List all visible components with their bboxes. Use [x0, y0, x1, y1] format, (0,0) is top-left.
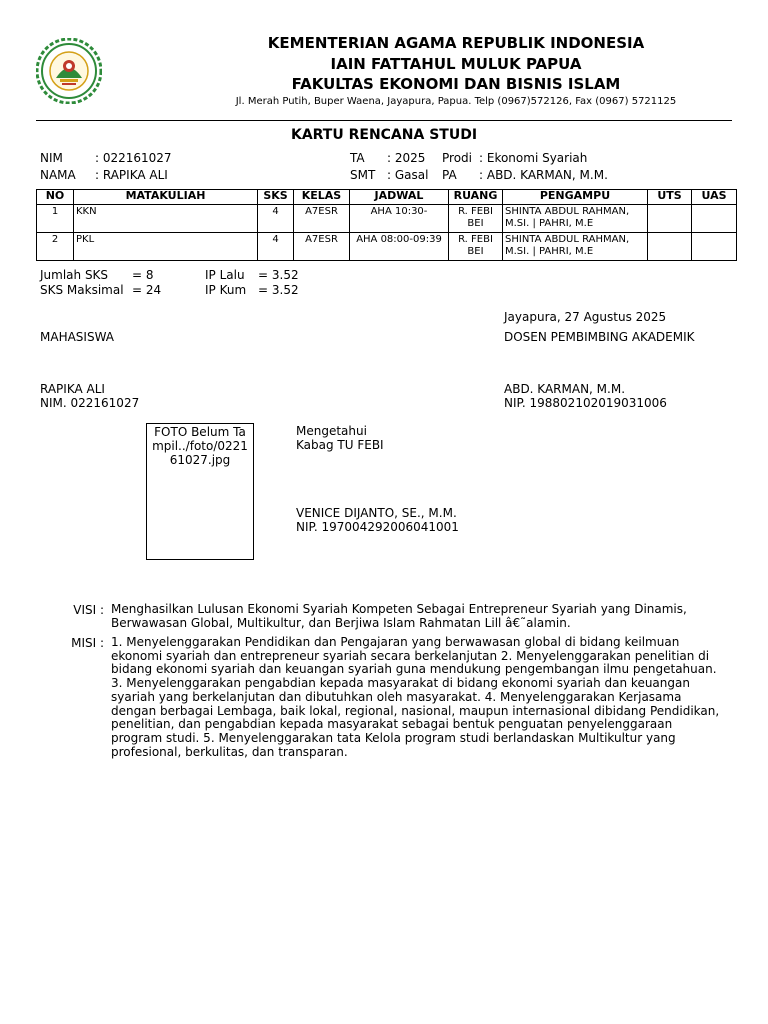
mahasiswa-nim: NIM. 022161027	[40, 396, 140, 410]
ip-lalu-label: IP Lalu	[205, 268, 245, 282]
mahasiswa-label: MAHASISWA	[40, 330, 114, 344]
ta-value: : 2025	[387, 151, 426, 165]
kabag-label: Kabag TU FEBI	[296, 438, 384, 452]
col-kelas: KELAS	[294, 190, 350, 205]
mahasiswa-name: RAPIKA ALI	[40, 382, 105, 396]
table-row	[37, 205, 737, 233]
sks-maksimal-label: SKS Maksimal	[40, 283, 124, 297]
nim-label: NIM	[40, 151, 63, 165]
document-title: KARTU RENCANA STUDI	[290, 127, 478, 143]
misi-label: MISI :	[71, 636, 104, 650]
header-address: Jl. Merah Putih, Buper Waena, Jayapura, Papua. Telp (0967)572126, Fax (0967) 5721125	[235, 96, 677, 107]
col-jadwal: JADWAL	[350, 190, 449, 205]
misi-text: 1. Menyelenggarakan Pendidikan dan Pengajaran yang berwawasan global di bidang keilmuan ekonomi syariah dan entrepreneur syariah secara berkelanjutan 2. Menyelenggarakan penelitian di bidang ekonomi syariah dan keuangan syariah guna mendukung pengembangan ilmu pengetahuan. 3. Menyelenggarakan pengabdian kepada masyarakat di bidang ekonomi syariah dan keuangan syariah yang berkelanjutan dan dibutuhkan oleh masyarakat. 4. Menyelenggarakan Kerjasama dengan berbagai Lembaga, baik lokal, regional, nasional, maupun internasional dibidang Pendidikan, penelitian, dan pengabdian kepada masyarakat sebagai bentuk penguatan penyelenggaraan program studi. 5. Menyelenggarakan tata Kelola program studi berlandaskan Multikultur yang profesional, berkulitas, dan transparan.	[111, 635, 720, 759]
ip-lalu-value: = 3.52	[258, 268, 299, 282]
visi-text: Menghasilkan Lulusan Ekonomi Syariah Kompeten Sebagai Entrepreneur Syariah yang Dinamis, Berwawasan Global, Multikultur, dan Berjiwa Islam Rahmatan Lill â€˜alamin.	[111, 602, 687, 630]
institution-logo	[36, 38, 102, 104]
prodi-label: Prodi	[442, 151, 472, 165]
cell-jadwal: AHA 10:30-	[350, 205, 449, 233]
col-uts: UTS	[648, 190, 692, 205]
jumlah-sks-label: Jumlah SKS	[40, 268, 109, 282]
col-sks: SKS	[258, 190, 294, 205]
course-table	[36, 189, 737, 261]
ip-kum-value: = 3.52	[258, 283, 299, 297]
header-ministry: KEMENTERIAN AGAMA REPUBLIK INDONESIA	[267, 34, 645, 52]
place-date: Jayapura, 27 Agustus 2025	[504, 310, 667, 324]
header-divider	[36, 120, 732, 121]
header-institute: IAIN FATTAHUL MULUK PAPUA	[330, 55, 582, 73]
cell-uas	[692, 205, 737, 233]
table-row	[37, 233, 737, 261]
student-photo-placeholder: FOTO Belum Tampil../foto/022161027.jpg	[146, 423, 254, 560]
cell-no: 1	[37, 205, 74, 233]
kabag-nip: NIP. 197004292006041001	[296, 520, 459, 534]
header-faculty: FAKULTAS EKONOMI DAN BISNIS ISLAM	[291, 75, 621, 93]
cell-ruang: R. FEBI BEI	[449, 233, 503, 261]
cell-uts	[648, 205, 692, 233]
cell-sks: 4	[258, 233, 294, 261]
prodi-value: : Ekonomi Syariah	[479, 151, 588, 165]
ta-label: TA	[350, 151, 365, 165]
table-header-row	[37, 190, 737, 205]
cell-ruang: R. FEBI BEI	[449, 205, 503, 233]
cell-pengampu: SHINTA ABDUL RAHMAN, M.SI. | PAHRI, M.E	[503, 233, 648, 261]
col-uas: UAS	[692, 190, 737, 205]
cell-kelas: A7ESR	[294, 233, 350, 261]
smt-label: SMT	[350, 168, 376, 182]
nim-value: : 022161027	[95, 151, 172, 165]
visi-label: VISI :	[73, 603, 104, 617]
col-pengampu: PENGAMPU	[503, 190, 648, 205]
cell-sks: 4	[258, 205, 294, 233]
cell-jadwal: AHA 08:00-09:39	[350, 233, 449, 261]
cell-no: 2	[37, 233, 74, 261]
cell-matakuliah: PKL	[74, 233, 258, 261]
dosen-nip: NIP. 198802102019031006	[504, 396, 667, 410]
sks-maksimal-value: = 24	[132, 283, 162, 297]
col-matakuliah: MATAKULIAH	[74, 190, 258, 205]
col-no: NO	[37, 190, 74, 205]
ip-kum-label: IP Kum	[205, 283, 247, 297]
smt-value: : Gasal	[387, 168, 429, 182]
dosen-label: DOSEN PEMBIMBING AKADEMIK	[504, 330, 695, 344]
cell-matakuliah: KKN	[74, 205, 258, 233]
col-ruang: RUANG	[449, 190, 503, 205]
cell-uts	[648, 233, 692, 261]
mengetahui-label: Mengetahui	[296, 424, 367, 438]
cell-uas	[692, 233, 737, 261]
pa-value: : ABD. KARMAN, M.M.	[479, 168, 608, 182]
pa-label: PA	[442, 168, 457, 182]
cell-pengampu: SHINTA ABDUL RAHMAN, M.SI. | PAHRI, M.E	[503, 205, 648, 233]
dosen-name: ABD. KARMAN, M.M.	[504, 382, 626, 396]
kabag-name: VENICE DIJANTO, SE., M.M.	[296, 506, 457, 520]
nama-value: : RAPIKA ALI	[95, 168, 168, 182]
cell-kelas: A7ESR	[294, 205, 350, 233]
nama-label: NAMA	[40, 168, 76, 182]
jumlah-sks-value: = 8	[132, 268, 154, 282]
